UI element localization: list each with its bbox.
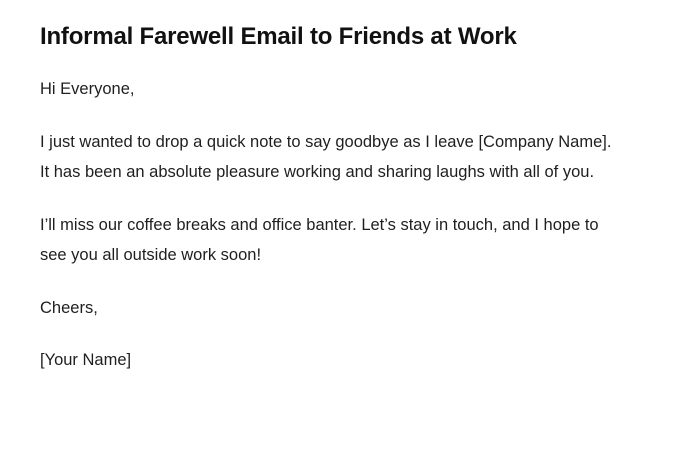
paragraph-signature: [Your Name]: [40, 351, 132, 370]
paragraph-body-1: I just wanted to drop a quick note to say goodbye as I leave [Company Name]. It has been an absolute pleasure working and sharing laughs with all of you.: [40, 132, 612, 182]
page-title: Informal Farewell Email to Friends at Work: [40, 23, 517, 50]
paragraph-body-2: I’ll miss our coffee breaks and office banter. Let’s stay in touch, and I hope to see you all outside work soon!: [40, 215, 599, 265]
paragraph-signoff: Cheers,: [40, 298, 98, 317]
paragraph-greeting: Hi Everyone,: [40, 80, 135, 98]
